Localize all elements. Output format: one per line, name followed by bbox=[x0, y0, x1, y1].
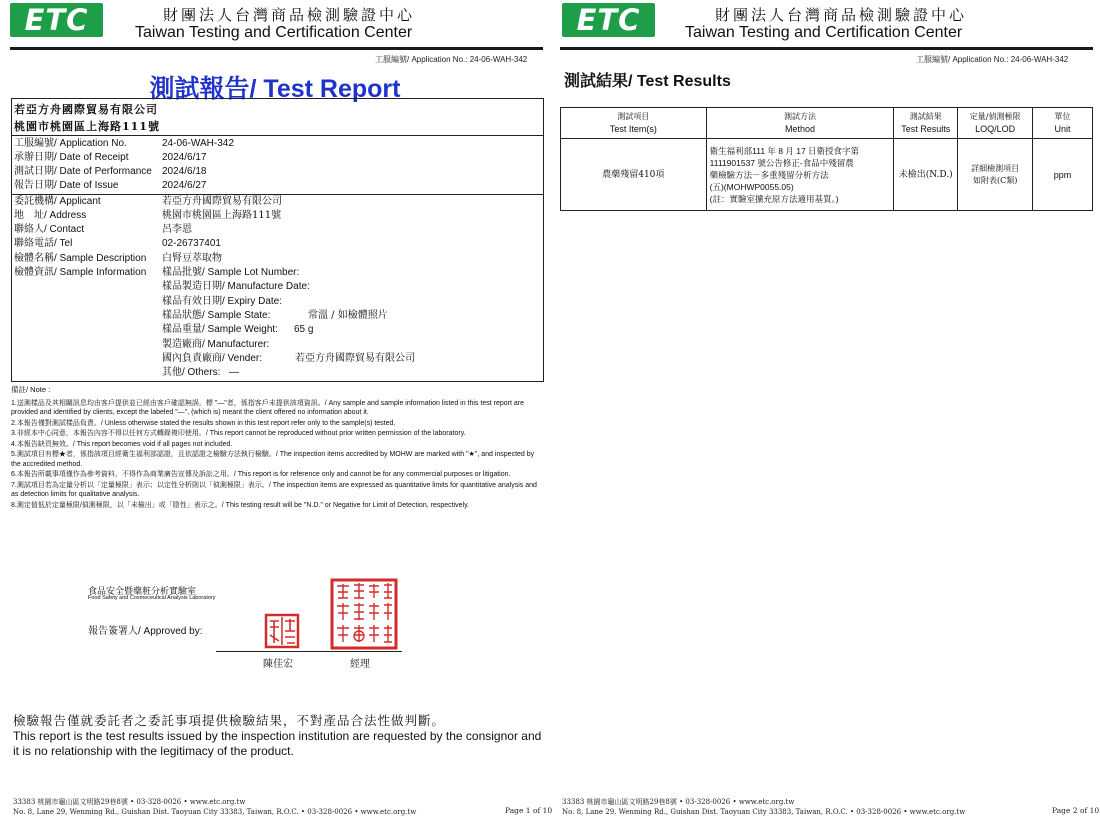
field-value: 2024/6/17 bbox=[162, 152, 207, 163]
field-value: 2024/6/27 bbox=[162, 180, 207, 191]
vender-label: 國內負責廠商/ Vender: bbox=[162, 353, 263, 364]
etc-logo bbox=[562, 3, 655, 37]
signer-seal-icon bbox=[264, 613, 300, 649]
method-line: 1111901537 號公告修正-食品中殘留農 bbox=[709, 157, 854, 168]
field-label: 承辦日期/ Date of Receipt bbox=[14, 152, 129, 163]
manufacture-date-label: 樣品製造日期/ Manufacture Date: bbox=[162, 281, 310, 292]
method-cell bbox=[706, 139, 894, 211]
sample-lot-label: 樣品批號/ Sample Lot Number: bbox=[162, 267, 300, 278]
note-item: 5.測試項目有標★者，係指該項目經衛生福利部認證，且依認證之檢驗方法執行檢驗。/ The inspection items accredited by MOHW are marked with "★", and inspected by the accredited method. bbox=[11, 451, 535, 468]
column-header-en: LOQ/LOD bbox=[975, 124, 1016, 134]
column-header bbox=[706, 108, 894, 139]
unit-cell: ppm bbox=[1033, 139, 1093, 211]
column-header bbox=[894, 108, 958, 139]
sample-weight-value: 65 g bbox=[294, 324, 314, 335]
application-no-label: 工服編號/ Application No.: bbox=[375, 55, 468, 64]
disclaimer-cn: 檢驗報告僅就委託者之委託事項提供檢驗結果，不對產品合法性做判斷。 bbox=[13, 713, 446, 728]
report-page-2 bbox=[552, 0, 1100, 817]
contact-label: 聯絡人/ Contact bbox=[14, 224, 85, 235]
note-item: 2.本報告僅對測試樣品負責。/ Unless otherwise stated the results shown in this test report refer only to the sample(s) tested. bbox=[11, 419, 396, 427]
note-item: 7.測試項目若為定量分析以「定量極限」表示；以定性分析則以「偵測極限」表示。/ The inspection items are expressed as quantitative limits for quantitative analysis and as detection limits for qualitative analysis. bbox=[11, 481, 537, 498]
note-item: 3.非經本中心同意，本報告內容不得以任何方式轉錄複印使用。/ This report cannot be reproduced without prior written permission of the laboratory. bbox=[11, 430, 466, 437]
column-header-en: Test Item(s) bbox=[609, 124, 657, 134]
others-label: 其他/ Others: bbox=[162, 367, 221, 378]
column-header-cn: 測試方法 bbox=[783, 112, 816, 121]
page-title: 測試報告/ Test Report bbox=[149, 75, 401, 103]
note-item: 1.送測樣品及其相關訊息均由客戶提供並已經由客戶確認無誤，標 "—"者，係指客戶未提供該項資訊。/ Any sample and sample information listed in this test report are provided and identified by clients, except the labeled "—", (which is) meant the client offered no information about it. bbox=[11, 399, 524, 416]
footer-address-cn: 33383 桃園市龜山區文明路29巷8號 • 03-328-0026 • www.etc.org.tw bbox=[562, 798, 795, 806]
field-value: 24-06-WAH-342 bbox=[162, 138, 234, 149]
column-header-en: Test Results bbox=[901, 124, 951, 134]
application-no-value: 24-06-WAH-342 bbox=[469, 55, 528, 64]
applicant-label: 委託機構/ Applicant bbox=[14, 196, 101, 207]
org-name-cn: 財團法人台灣商品檢測驗證中心 bbox=[163, 6, 416, 24]
signer-role: 經理 bbox=[350, 659, 370, 670]
address-value: 桃園市桃園區上海路111號 bbox=[162, 210, 282, 221]
others-value: — bbox=[229, 367, 239, 378]
divider bbox=[12, 135, 543, 136]
sample-state-label: 樣品狀態/ Sample State: bbox=[162, 310, 271, 321]
header-rule bbox=[560, 47, 1093, 50]
approved-by-label: 報告簽署人/ Approved by: bbox=[88, 626, 203, 637]
footer-address-en: No. 8, Lane 29, Wenming Rd., Guishan Dist. Taoyuan City 33383, Taiwan, R.O.C. • 03-328-0026 • www.etc.org.tw bbox=[13, 808, 417, 816]
column-header bbox=[561, 108, 707, 139]
applicant-value: 若亞方舟國際貿易有限公司 bbox=[162, 196, 282, 207]
column-header-cn: 測試項目 bbox=[617, 112, 650, 121]
note-item: 4.本報告缺頁無效。/ This report becomes void if all pages not included. bbox=[11, 440, 233, 448]
test-item-cell: 農藥殘留410項 bbox=[561, 139, 707, 211]
page-number: Page 2 of 10 bbox=[1052, 806, 1100, 815]
field-label: 報告日期/ Date of Issue bbox=[14, 180, 119, 191]
company-name: 若亞方舟國際貿易有限公司 bbox=[14, 103, 158, 116]
contact-value: 呂李恩 bbox=[162, 224, 192, 235]
table-row bbox=[561, 139, 1093, 211]
application-no-value: 24-06-WAH-342 bbox=[1010, 55, 1069, 64]
header-rule bbox=[10, 47, 543, 50]
institution-seal-icon bbox=[330, 578, 398, 650]
column-header bbox=[1033, 108, 1093, 139]
notes-title: 備註/ Note : bbox=[11, 385, 51, 394]
table-header-row bbox=[561, 108, 1093, 139]
result-cell: 未檢出(N.D.) bbox=[894, 139, 958, 211]
application-no bbox=[916, 54, 1068, 65]
method-line: (五)(MOHWP0055.05) bbox=[709, 181, 794, 192]
report-info-box bbox=[11, 98, 544, 382]
signer-name: 陳佳宏 bbox=[263, 659, 293, 670]
field-label: 工服編號/ Application No. bbox=[14, 138, 127, 149]
company-address: 桃園市桃園區上海路111號 bbox=[14, 120, 160, 133]
org-name-en: Taiwan Testing and Certification Center bbox=[135, 24, 413, 41]
column-header-cn: 單位 bbox=[1054, 112, 1071, 121]
application-no-label: 工服編號/ Application No.: bbox=[916, 55, 1009, 64]
column-header-en: Unit bbox=[1054, 124, 1071, 134]
column-header-en: Method bbox=[784, 124, 815, 134]
etc-logo bbox=[10, 3, 103, 37]
org-name-en: Taiwan Testing and Certification Center bbox=[685, 24, 963, 41]
logo-text: ETC bbox=[24, 3, 89, 37]
tel-value: 02-26737401 bbox=[162, 238, 221, 249]
signature-line bbox=[216, 651, 402, 652]
sample-weight-label: 樣品重量/ Sample Weight: bbox=[162, 324, 278, 335]
manufacturer-label: 製造廠商/ Manufacturer: bbox=[162, 339, 270, 350]
lab-name-cn: 食品安全暨藥粧分析實驗室 bbox=[88, 587, 197, 597]
method-line: (註：實驗室擴充原方法適用基質。) bbox=[709, 193, 839, 204]
notes-section bbox=[11, 385, 541, 511]
note-item: 8.測定值低於定量極限/偵測極限，以「未檢出」或「陰性」表示之。/ This testing result will be "N.D." or Negative for Limit of Detection, respectively. bbox=[11, 501, 469, 509]
column-header-cn: 測試結果 bbox=[909, 112, 942, 121]
field-label: 測試日期/ Date of Performance bbox=[14, 166, 152, 177]
column-header-cn: 定量/偵測極限 bbox=[969, 112, 1021, 121]
sample-state-value: 常溫 / 如檢體照片 bbox=[308, 310, 388, 321]
sample-description-value: 白腎豆萃取物 bbox=[162, 253, 222, 264]
column-header bbox=[958, 108, 1033, 139]
vender-value: 若亞方舟國際貿易有限公司 bbox=[295, 353, 415, 364]
footer-address-en: No. 8, Lane 29, Wenming Rd., Guishan Dist. Taoyuan City 33383, Taiwan, R.O.C. • 03-328-0026 • www.etc.org.tw bbox=[562, 808, 966, 816]
disclaimer-en: This report is the test results issued by the inspection institution are requested by the consignor and it is no relationship with the legitimacy of the product. bbox=[13, 729, 542, 758]
results-table bbox=[560, 107, 1093, 211]
logo-text: ETC bbox=[576, 3, 641, 37]
results-title: 測試結果/ Test Results bbox=[564, 73, 731, 90]
loq-cell bbox=[958, 139, 1033, 211]
page-number: Page 1 of 10 bbox=[505, 806, 553, 815]
note-item: 6.本報告所載事項僅作為參考資料，不得作為商業廣告宣傳及訴訟之用。/ This report is for reference only and cannot be for any commercial purposes or litigation. bbox=[11, 471, 511, 478]
method-line: 藥檢驗方法－多重殘留分析方法 bbox=[709, 169, 829, 180]
tel-label: 聯絡電話/ Tel bbox=[14, 238, 73, 249]
org-name-cn: 財團法人台灣商品檢測驗證中心 bbox=[715, 6, 968, 24]
sample-description-label: 檢體名稱/ Sample Description bbox=[14, 253, 147, 264]
sample-information-label: 檢體資訊/ Sample Information bbox=[14, 267, 147, 278]
lab-name-en: Food Safety and Cosmeceutical Analysis Laboratory bbox=[88, 595, 216, 601]
address-label: 地 址/ Address bbox=[14, 210, 87, 221]
loq-line: 詳細檢測項目 bbox=[971, 163, 1020, 173]
footer-address-cn: 33383 桃園市龜山區文明路29巷8號 • 03-328-0026 • www.etc.org.tw bbox=[13, 798, 246, 806]
method-line: 衛生福利部111 年 8 月 17 日衛授食字第 bbox=[709, 145, 860, 156]
application-no bbox=[375, 54, 527, 65]
expiry-date-label: 樣品有效日期/ Expiry Date: bbox=[162, 296, 283, 307]
loq-line: 如附表(C類) bbox=[972, 175, 1018, 185]
field-value: 2024/6/18 bbox=[162, 166, 207, 177]
